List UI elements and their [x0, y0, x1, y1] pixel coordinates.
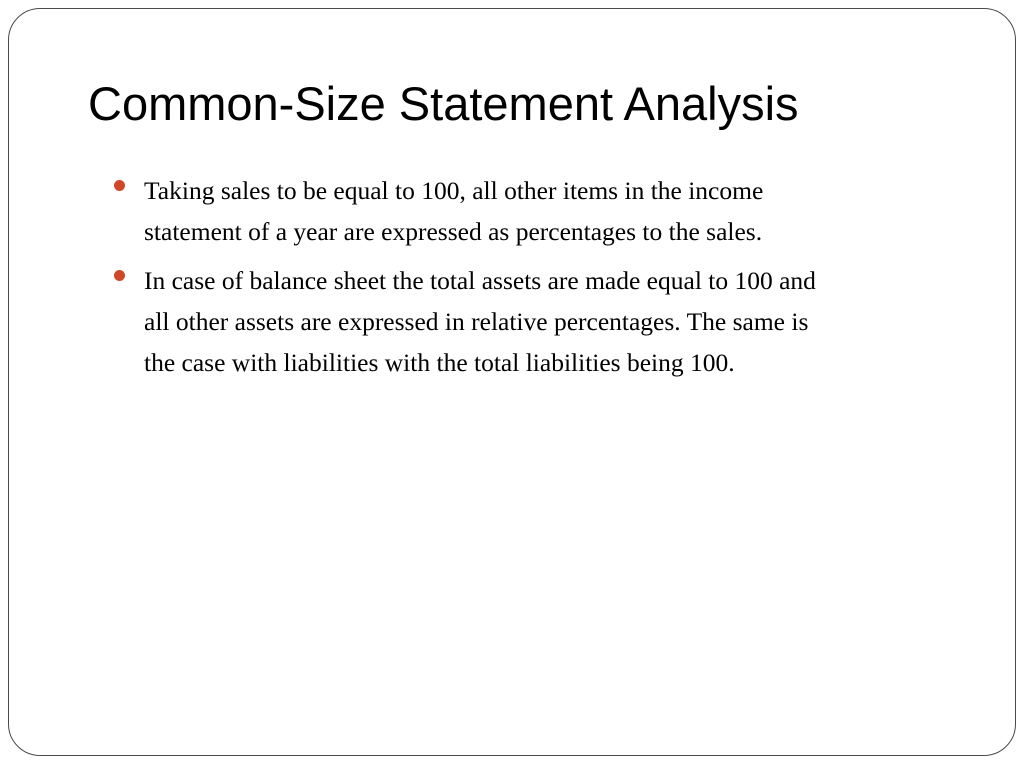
bullet-line: all other assets are expressed in relative percentages. The same is: [144, 307, 809, 336]
bullet-line: statement of a year are expressed as percentages to the sales.: [144, 217, 763, 246]
bullet-item: [144, 170, 964, 252]
bullet-dot-icon: [114, 180, 125, 191]
bullet-item: [144, 260, 964, 383]
bullet-line: Taking sales to be equal to 100, all other items in the income: [144, 176, 764, 205]
bullet-list: [144, 170, 964, 391]
bullet-line: the case with liabilities with the total liabilities being 100.: [144, 348, 735, 377]
slide-title: Common-Size Statement Analysis: [88, 77, 799, 130]
bullet-line: In case of balance sheet the total assets are made equal to 100 and: [144, 266, 816, 295]
bullet-dot-icon: [114, 270, 125, 281]
